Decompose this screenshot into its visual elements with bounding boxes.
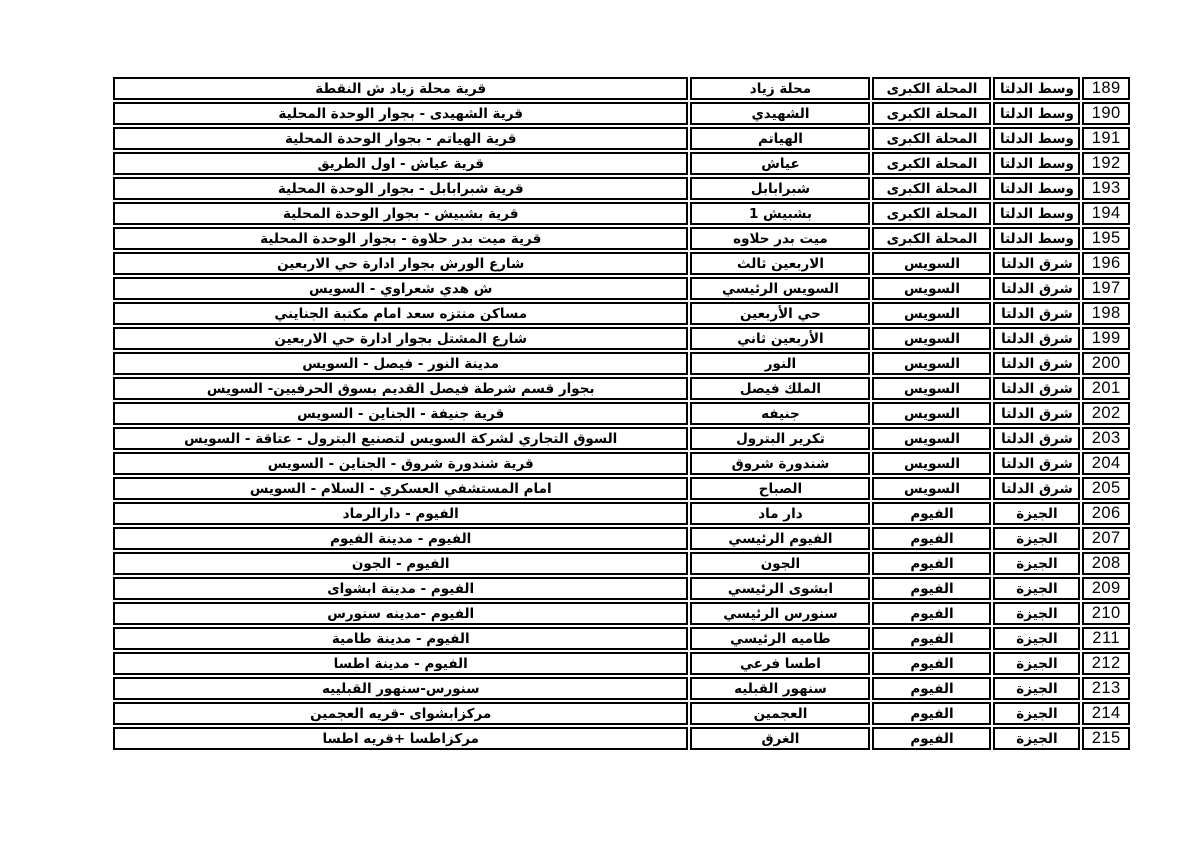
- cell-region: الجيزة: [993, 727, 1080, 750]
- cell-branch-name: العجمين: [690, 702, 870, 725]
- table-row: [113, 252, 1130, 275]
- cell-city: السويس: [872, 302, 991, 325]
- table-row: [113, 527, 1130, 550]
- cell-branch-name: الهياتم: [690, 127, 870, 150]
- cell-region: شرق الدلتا: [993, 252, 1080, 275]
- table-row: [113, 402, 1130, 425]
- cell-address: قرية بشبيش - بجوار الوحدة المحلية: [113, 202, 688, 225]
- table-row: [113, 727, 1130, 750]
- cell-serial-number: 211: [1082, 627, 1130, 650]
- cell-city: المحلة الكبرى: [872, 77, 991, 100]
- cell-serial-number: 206: [1082, 502, 1130, 525]
- cell-branch-name: تكرير البترول: [690, 427, 870, 450]
- cell-branch-name: اطسا فرعي: [690, 652, 870, 675]
- cell-city: المحلة الكبرى: [872, 177, 991, 200]
- cell-address: مساكن منتزه سعد امام مكتبة الجنايني: [113, 302, 688, 325]
- table-row: [113, 602, 1130, 625]
- cell-branch-name: السويس الرئيسي: [690, 277, 870, 300]
- cell-city: الفيوم: [872, 727, 991, 750]
- table-row: [113, 702, 1130, 725]
- cell-region: شرق الدلتا: [993, 477, 1080, 500]
- table-row: [113, 502, 1130, 525]
- cell-region: الجيزة: [993, 527, 1080, 550]
- cell-serial-number: 201: [1082, 377, 1130, 400]
- table-row: [113, 277, 1130, 300]
- cell-branch-name: شندورة شروق: [690, 452, 870, 475]
- cell-region: وسط الدلتا: [993, 152, 1080, 175]
- cell-region: الجيزة: [993, 677, 1080, 700]
- cell-serial-number: 198: [1082, 302, 1130, 325]
- cell-address: الفيوم - الجون: [113, 552, 688, 575]
- cell-region: الجيزة: [993, 502, 1080, 525]
- table-row: [113, 177, 1130, 200]
- cell-region: الجيزة: [993, 652, 1080, 675]
- cell-city: الفيوم: [872, 702, 991, 725]
- cell-branch-name: جنيفه: [690, 402, 870, 425]
- cell-branch-name: محلة زياد: [690, 77, 870, 100]
- table-row: [113, 652, 1130, 675]
- table-row: [113, 352, 1130, 375]
- cell-serial-number: 209: [1082, 577, 1130, 600]
- cell-city: السويس: [872, 477, 991, 500]
- cell-city: السويس: [872, 277, 991, 300]
- cell-branch-name: الاربعين ثالث: [690, 252, 870, 275]
- cell-region: الجيزة: [993, 552, 1080, 575]
- cell-address: قرية الهياتم - بجوار الوحدة المحلية: [113, 127, 688, 150]
- table-row: [113, 327, 1130, 350]
- cell-branch-name: الفيوم الرئيسي: [690, 527, 870, 550]
- cell-serial-number: 204: [1082, 452, 1130, 475]
- table-row: [113, 552, 1130, 575]
- cell-branch-name: عياش: [690, 152, 870, 175]
- cell-city: الفيوم: [872, 552, 991, 575]
- table-row: [113, 302, 1130, 325]
- cell-address: قرية عياش - اول الطريق: [113, 152, 688, 175]
- cell-address: قرية محلة زياد ش النقطة: [113, 77, 688, 100]
- cell-branch-name: دار ماد: [690, 502, 870, 525]
- cell-city: المحلة الكبرى: [872, 127, 991, 150]
- cell-branch-name: الشهيدي: [690, 102, 870, 125]
- cell-city: الفيوم: [872, 577, 991, 600]
- cell-branch-name: طاميه الرئيسي: [690, 627, 870, 650]
- cell-address: مدينة النور - فيصل - السويس: [113, 352, 688, 375]
- table-row: [113, 377, 1130, 400]
- cell-region: وسط الدلتا: [993, 177, 1080, 200]
- cell-address: الفيوم -مدينه سنورس: [113, 602, 688, 625]
- cell-serial-number: 205: [1082, 477, 1130, 500]
- cell-city: السويس: [872, 352, 991, 375]
- table-row: [113, 127, 1130, 150]
- cell-address: الفيوم - دارالرماد: [113, 502, 688, 525]
- cell-serial-number: 196: [1082, 252, 1130, 275]
- cell-branch-name: سنورس الرئيسي: [690, 602, 870, 625]
- cell-address: بجوار قسم شرطة فيصل القديم بسوق الحرفيين- السويس: [113, 377, 688, 400]
- cell-serial-number: 207: [1082, 527, 1130, 550]
- cell-address: مركزاطسا +قريه اطسا: [113, 727, 688, 750]
- cell-address: شارع الورش بجوار ادارة حي الاربعين: [113, 252, 688, 275]
- branches-table-body: [113, 77, 1130, 750]
- branches-table: [111, 75, 1132, 752]
- cell-city: السويس: [872, 427, 991, 450]
- cell-city: السويس: [872, 327, 991, 350]
- cell-city: الفيوم: [872, 602, 991, 625]
- table-row: [113, 477, 1130, 500]
- cell-address: الفيوم - مدينة طامية: [113, 627, 688, 650]
- cell-region: الجيزة: [993, 602, 1080, 625]
- cell-city: الفيوم: [872, 627, 991, 650]
- table-row: [113, 202, 1130, 225]
- cell-region: وسط الدلتا: [993, 102, 1080, 125]
- cell-branch-name: الملك فيصل: [690, 377, 870, 400]
- cell-address: السوق التجاري لشركة السويس لتصنيع البترول - عتاقة - السويس: [113, 427, 688, 450]
- cell-branch-name: الصباح: [690, 477, 870, 500]
- table-row: [113, 152, 1130, 175]
- cell-region: وسط الدلتا: [993, 202, 1080, 225]
- cell-serial-number: 215: [1082, 727, 1130, 750]
- cell-city: الفيوم: [872, 677, 991, 700]
- cell-city: السويس: [872, 252, 991, 275]
- cell-region: وسط الدلتا: [993, 227, 1080, 250]
- cell-branch-name: النور: [690, 352, 870, 375]
- cell-serial-number: 190: [1082, 102, 1130, 125]
- cell-address: قرية ميت بدر حلاوة - بجوار الوحدة المحلية: [113, 227, 688, 250]
- cell-branch-name: ميت بدر حلاوه: [690, 227, 870, 250]
- cell-region: الجيزة: [993, 702, 1080, 725]
- cell-serial-number: 195: [1082, 227, 1130, 250]
- cell-serial-number: 213: [1082, 677, 1130, 700]
- cell-serial-number: 194: [1082, 202, 1130, 225]
- cell-branch-name: بشبيش 1: [690, 202, 870, 225]
- cell-city: السويس: [872, 452, 991, 475]
- cell-serial-number: 191: [1082, 127, 1130, 150]
- cell-serial-number: 193: [1082, 177, 1130, 200]
- cell-city: السويس: [872, 377, 991, 400]
- cell-region: الجيزة: [993, 627, 1080, 650]
- cell-serial-number: 200: [1082, 352, 1130, 375]
- cell-region: شرق الدلتا: [993, 277, 1080, 300]
- cell-city: المحلة الكبرى: [872, 202, 991, 225]
- cell-address: ش هدي شعراوي - السويس: [113, 277, 688, 300]
- cell-city: السويس: [872, 402, 991, 425]
- cell-region: شرق الدلتا: [993, 302, 1080, 325]
- cell-address: قرية جنيفة - الجناين - السويس: [113, 402, 688, 425]
- table-row: [113, 452, 1130, 475]
- cell-serial-number: 189: [1082, 77, 1130, 100]
- cell-address: قرية شبرابابل - بجوار الوحدة المحلية: [113, 177, 688, 200]
- cell-region: وسط الدلتا: [993, 77, 1080, 100]
- cell-address: مركزابشواى -قريه العجمين: [113, 702, 688, 725]
- cell-city: الفيوم: [872, 527, 991, 550]
- cell-serial-number: 192: [1082, 152, 1130, 175]
- cell-branch-name: الأربعين ثاني: [690, 327, 870, 350]
- cell-serial-number: 208: [1082, 552, 1130, 575]
- cell-serial-number: 212: [1082, 652, 1130, 675]
- cell-serial-number: 197: [1082, 277, 1130, 300]
- table-row: [113, 427, 1130, 450]
- cell-serial-number: 210: [1082, 602, 1130, 625]
- cell-address: قرية شندورة شروق - الجناين - السويس: [113, 452, 688, 475]
- cell-serial-number: 199: [1082, 327, 1130, 350]
- cell-region: شرق الدلتا: [993, 352, 1080, 375]
- cell-branch-name: شبرابابل: [690, 177, 870, 200]
- cell-branch-name: سنهور القبليه: [690, 677, 870, 700]
- cell-city: المحلة الكبرى: [872, 152, 991, 175]
- cell-city: المحلة الكبرى: [872, 102, 991, 125]
- cell-address: قرية الشهيدى - بجوار الوحدة المحلية: [113, 102, 688, 125]
- cell-address: امام المستشفي العسكري - السلام - السويس: [113, 477, 688, 500]
- cell-branch-name: حي الأربعين: [690, 302, 870, 325]
- cell-serial-number: 202: [1082, 402, 1130, 425]
- cell-city: المحلة الكبرى: [872, 227, 991, 250]
- cell-branch-name: ابشوى الرئيسي: [690, 577, 870, 600]
- cell-address: الفيوم - مدينة اطسا: [113, 652, 688, 675]
- cell-region: شرق الدلتا: [993, 377, 1080, 400]
- table-row: [113, 77, 1130, 100]
- cell-city: الفيوم: [872, 652, 991, 675]
- cell-region: شرق الدلتا: [993, 327, 1080, 350]
- cell-region: وسط الدلتا: [993, 127, 1080, 150]
- cell-city: الفيوم: [872, 502, 991, 525]
- cell-region: الجيزة: [993, 577, 1080, 600]
- cell-branch-name: الغرق: [690, 727, 870, 750]
- cell-address: سنورس-سنهور القبلييه: [113, 677, 688, 700]
- cell-region: شرق الدلتا: [993, 452, 1080, 475]
- cell-address: شارع المشتل بجوار ادارة حي الاربعين: [113, 327, 688, 350]
- cell-address: الفيوم - مدينة الفيوم: [113, 527, 688, 550]
- table-row: [113, 627, 1130, 650]
- cell-serial-number: 214: [1082, 702, 1130, 725]
- table-row: [113, 677, 1130, 700]
- cell-region: شرق الدلتا: [993, 427, 1080, 450]
- table-row: [113, 577, 1130, 600]
- cell-address: الفيوم - مدينة ابشواى: [113, 577, 688, 600]
- cell-branch-name: الجون: [690, 552, 870, 575]
- table-row: [113, 102, 1130, 125]
- cell-region: شرق الدلتا: [993, 402, 1080, 425]
- table-row: [113, 227, 1130, 250]
- cell-serial-number: 203: [1082, 427, 1130, 450]
